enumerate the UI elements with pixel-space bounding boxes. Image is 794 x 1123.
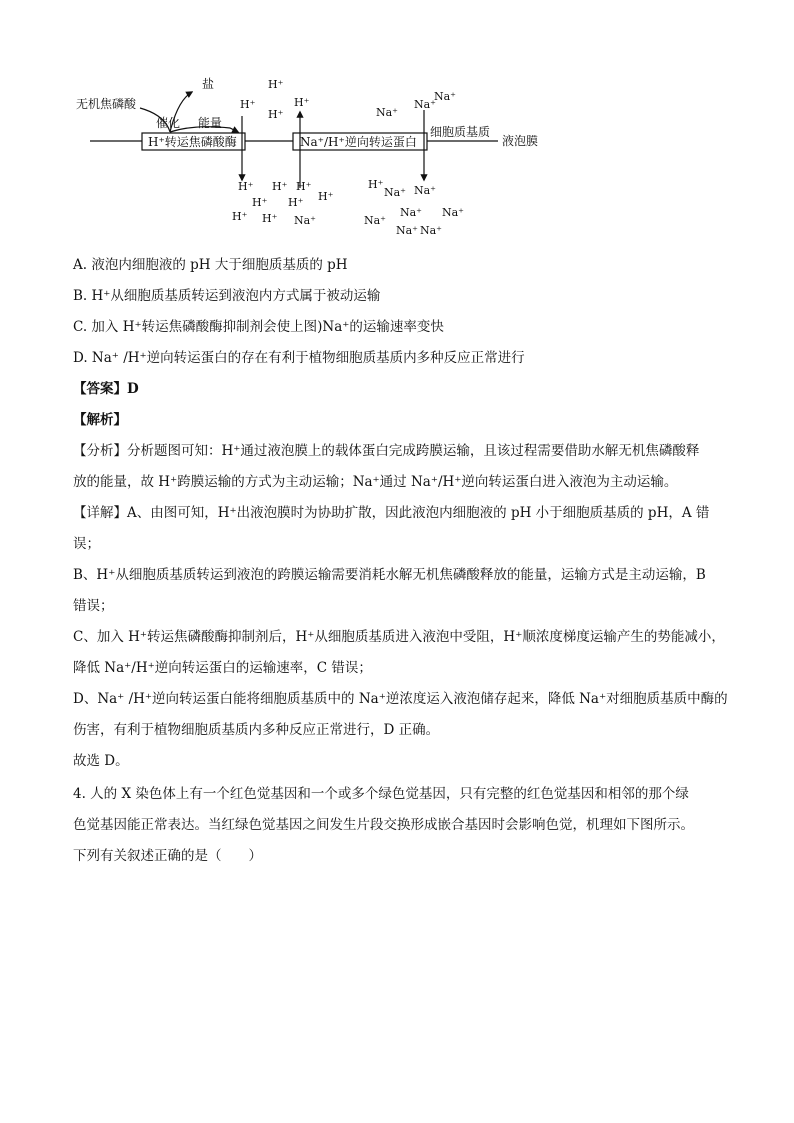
energy-label: 能量 <box>198 116 223 130</box>
antiporter-label: Na⁺/H⁺逆向转运蛋白 <box>300 135 417 149</box>
ion-na: Na⁺ <box>414 98 436 111</box>
question4-line: 下列有关叙述正确的是（ ） <box>73 848 262 864</box>
analysis-line: 降低 Na⁺/H⁺逆向转运蛋白的运输速率，C 错误； <box>73 660 372 676</box>
ion-h: H⁺ <box>252 196 268 209</box>
ion-na: Na⁺ <box>434 90 456 103</box>
ion-h: H⁺ <box>288 196 304 209</box>
pump-label: H⁺转运焦磷酸酶 <box>148 135 237 149</box>
ion-h: H⁺ <box>268 108 284 121</box>
option-b: B. H⁺从细胞质基质转运到液泡内方式属于被动运输 <box>73 288 381 304</box>
analysis-line: C、加入 H⁺转运焦磷酸酶抑制剂后，H⁺从细胞质基质进入液泡中受阻，H⁺顺浓度梯度运输产生的势能减小， <box>73 629 725 645</box>
analysis-heading: 【解析】 <box>73 412 127 428</box>
analysis-line: 【详解】A、由图可知，H⁺出液泡膜时为协助扩散，因此液泡内细胞液的 pH 小于细胞质基质的 pH，A 错 <box>73 505 710 521</box>
pyrophosphate-label: 无机焦磷酸 <box>76 97 137 111</box>
cytoplasm-label: 细胞质基质 <box>430 125 491 139</box>
ion-na: Na⁺ <box>414 184 436 197</box>
ion-na: Na⁺ <box>400 206 422 219</box>
option-a: A. 液泡内细胞液的 pH 大于细胞质基质的 pH <box>73 257 348 273</box>
question4-line: 4. 人的 X 染色体上有一个红色觉基因和一个或多个绿色觉基因，只有完整的红色觉基因和相邻的那个绿 <box>73 786 689 802</box>
ion-na: Na⁺ <box>396 224 418 237</box>
analysis-line: 放的能量，故 H⁺跨膜运输的方式为主动运输；Na⁺通过 Na⁺/H⁺逆向转运蛋白进入液泡为主动运输。 <box>73 474 678 490</box>
analysis-line: D、Na⁺ /H⁺逆向转运蛋白能将细胞质基质中的 Na⁺逆浓度运入液泡储存起来，降低 Na⁺对细胞质基质中酶的 <box>73 691 728 707</box>
ion-h: H⁺ <box>368 178 384 191</box>
ion-na: Na⁺ <box>376 106 398 119</box>
antiporter-h-top: H⁺ <box>294 96 310 109</box>
analysis-line: 故选 D。 <box>73 753 129 769</box>
analysis-line: B、H⁺从细胞质基质转运到液泡的跨膜运输需要消耗水解无机焦磷酸释放的能量，运输方式是主动运输，B <box>73 567 706 583</box>
ion-h: H⁺ <box>272 180 288 193</box>
salt-label: 盐 <box>202 77 215 91</box>
pump-h-top: H⁺ <box>240 98 256 111</box>
ion-na: Na⁺ <box>364 214 386 227</box>
question4-line: 色觉基因能正常表达。当红绿色觉基因之间发生片段交换形成嵌合基因时会影响色觉，机理如下图所示。 <box>73 817 694 833</box>
analysis-line: 错误； <box>73 598 114 614</box>
ion-na: Na⁺ <box>294 214 316 227</box>
ion-na: Na⁺ <box>420 224 442 237</box>
ion-h: H⁺ <box>238 180 254 193</box>
answer: 【答案】D <box>73 381 139 397</box>
transport-diagram-svg <box>70 70 560 250</box>
ion-h: H⁺ <box>268 78 284 91</box>
ion-h: H⁺ <box>318 190 334 203</box>
analysis-line: 误； <box>73 536 100 552</box>
option-d: D. Na⁺ /H⁺逆向转运蛋白的存在有利于植物细胞质基质内多种反应正常进行 <box>73 350 525 366</box>
option-c: C. 加入 H⁺转运焦磷酸酶抑制剂会使上图)Na⁺的运输速率变快 <box>73 319 444 335</box>
analysis-line: 伤害，有利于植物细胞质基质内多种反应正常进行，D 正确。 <box>73 722 440 738</box>
ion-na: Na⁺ <box>384 186 406 199</box>
ion-h: H⁺ <box>296 180 312 193</box>
transport-diagram <box>70 70 560 250</box>
ion-h: H⁺ <box>262 212 278 225</box>
analysis-line: 【分析】分析题图可知：H⁺通过液泡膜上的载体蛋白完成跨膜运输，且该过程需要借助水解无机焦磷酸释 <box>73 443 700 459</box>
ion-na: Na⁺ <box>442 206 464 219</box>
ion-h: H⁺ <box>232 210 248 223</box>
membrane-label: 液泡膜 <box>502 134 539 148</box>
catalysis-label: 催化 <box>156 116 181 130</box>
